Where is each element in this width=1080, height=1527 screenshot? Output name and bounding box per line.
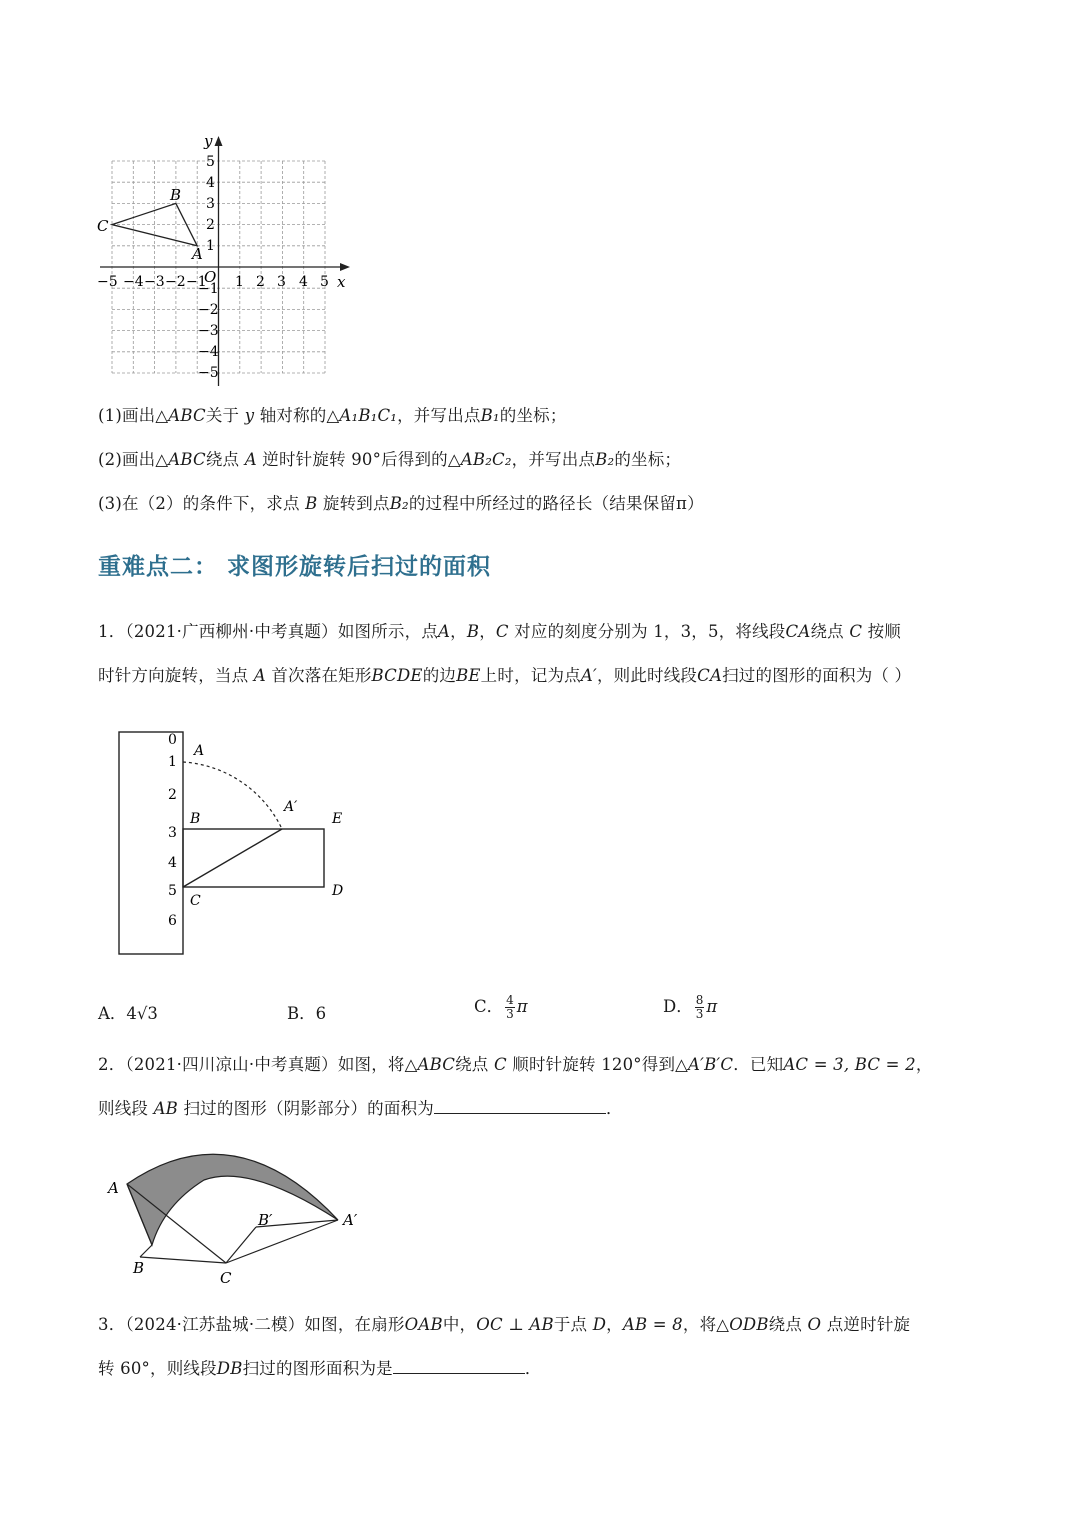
text: 首次落在矩形 [271, 666, 372, 685]
text: ， [450, 622, 467, 641]
text: 绕点 [810, 622, 844, 641]
text: 关于 [205, 406, 240, 425]
x-tick: −1 [186, 274, 207, 290]
math: BE [456, 666, 481, 685]
segment-ca-prime [183, 829, 282, 887]
ruler-mark: 6 [168, 913, 177, 929]
y-tick: 1 [206, 238, 215, 254]
y-tick: −4 [198, 344, 219, 360]
label-c: C [190, 893, 201, 909]
text: 按顺 [867, 622, 902, 641]
text: 转 60°，则线段 [98, 1359, 217, 1378]
option-label: C． [474, 997, 504, 1016]
text: 点逆时针旋 [826, 1315, 911, 1334]
ruler-mark: 5 [168, 883, 177, 899]
text: 则线段 [98, 1099, 149, 1118]
math: OAB [404, 1315, 443, 1334]
ruler-mark: 2 [168, 787, 177, 803]
ruler-marks [168, 732, 177, 929]
swept-area-figure [100, 1135, 370, 1290]
x-axis-arrow [340, 263, 350, 271]
math: OC ⊥ AB [476, 1315, 554, 1334]
shaded-region [127, 1154, 338, 1245]
math: DB [216, 1359, 243, 1378]
text: (1)画出△ [98, 406, 169, 425]
text: 扫过的图形面积为是 [242, 1359, 393, 1378]
text: (2)画出△ [98, 450, 169, 469]
math: A₁B₁C₁ [339, 406, 398, 425]
label-d: D [332, 883, 344, 899]
math: A [253, 666, 266, 685]
label-origin: O [204, 268, 217, 286]
math: AB₂C₂ [460, 450, 512, 469]
math: A′B′C [688, 1055, 734, 1074]
text: ， [479, 622, 496, 641]
option-a[interactable] [98, 1000, 158, 1024]
x-tick: −5 [97, 274, 118, 290]
numerator: 4 [506, 993, 514, 1007]
label-c: C [220, 1269, 232, 1287]
fraction [695, 994, 705, 1021]
label-b: B [170, 186, 182, 204]
text: ，则此时线段 [596, 666, 698, 685]
rectangle-bcde [183, 829, 324, 887]
coordinate-figure [92, 128, 362, 393]
label-b-prime: B′ [258, 1211, 273, 1229]
x-tick: −2 [165, 274, 186, 290]
math: CA [785, 622, 811, 641]
math: CA [697, 666, 723, 685]
option-value: 4√3 [126, 1004, 158, 1023]
y-tick: −3 [198, 323, 219, 339]
ruler-mark: 4 [168, 855, 177, 871]
question-part-3 [98, 490, 704, 514]
text: ．已知 [733, 1055, 784, 1074]
math: O [807, 1315, 822, 1334]
problem-2-line-1 [98, 1051, 933, 1075]
y-tick: 4 [206, 175, 215, 191]
text: 扫过的图形（阴影部分）的面积为 [183, 1099, 434, 1118]
ruler-mark: 0 [168, 732, 177, 748]
segment-b-lower [140, 1245, 152, 1257]
ruler-rectangle-figure [112, 725, 362, 960]
math: C [849, 622, 863, 641]
text: 上时，记为点 [480, 666, 581, 685]
problem-3-line-1 [98, 1311, 910, 1335]
text: ，并写出点 [511, 450, 596, 469]
option-c[interactable] [474, 993, 528, 1021]
y-tick: 3 [206, 196, 215, 212]
problem-2-line-2 [98, 1095, 623, 1119]
text: 的坐标； [614, 450, 682, 469]
math: B₂ [595, 450, 615, 469]
math: C [495, 622, 509, 641]
y-tick: 5 [206, 154, 215, 170]
pi-symbol: π [706, 997, 718, 1016]
label-a: A [194, 743, 205, 759]
segment-ca-prime [226, 1220, 338, 1263]
text: 对应的刻度分别为 1，3，5，将线段 [514, 622, 786, 641]
math: ABC [168, 450, 206, 469]
section-heading: 重难点二： 求图形旋转后扫过的面积 [98, 554, 492, 580]
y-tick: 2 [206, 217, 215, 233]
label-x: x [337, 273, 346, 291]
question-part-2 [98, 446, 681, 470]
label-b: B [190, 811, 201, 827]
text: 的过程中所经过的路径长（结果保留π） [408, 494, 704, 513]
math: A′ [580, 666, 597, 685]
denominator: 3 [695, 1007, 704, 1021]
denominator: 3 [506, 1007, 514, 1021]
label-b: B [133, 1259, 145, 1277]
pi-symbol: π [516, 997, 528, 1016]
text: ， [915, 1055, 933, 1074]
label-a-prime: A′ [343, 1211, 358, 1229]
x-tick: 4 [299, 274, 308, 290]
text: 2．（2021·四川凉山·中考真题）如图，将△ [98, 1055, 418, 1074]
text: ，将△ [682, 1315, 730, 1334]
y-tick: −5 [198, 365, 219, 381]
text: 绕点 [768, 1315, 803, 1334]
math: C [493, 1055, 507, 1074]
text: 的边 [422, 666, 457, 685]
math: D [592, 1315, 607, 1334]
text: (3)在（2）的条件下，求点 [98, 494, 300, 513]
problem-1-line-2 [98, 662, 911, 686]
math: AB [153, 1099, 179, 1118]
x-tick: 1 [235, 274, 244, 290]
label-e: E [332, 811, 343, 827]
math: BCDE [371, 666, 423, 685]
label-y: y [204, 132, 213, 150]
y-tick: −2 [198, 302, 219, 318]
math: A [244, 450, 257, 469]
option-label: B． [287, 1004, 316, 1023]
numerator: 8 [695, 993, 704, 1007]
math: AB = 8 [622, 1315, 683, 1334]
text: 绕点 [205, 450, 240, 469]
text: 的坐标； [499, 406, 567, 425]
x-tick: 5 [320, 274, 329, 290]
option-label: D． [663, 997, 693, 1016]
fraction [505, 994, 515, 1021]
text: ． [524, 1359, 542, 1378]
math: B [305, 494, 318, 513]
math: y [244, 406, 255, 425]
option-d[interactable] [663, 993, 717, 1021]
option-value: 6 [315, 1004, 327, 1023]
text: 3．（2024·江苏盐城·二模）如图，在扇形 [98, 1315, 405, 1334]
answer-blank[interactable] [393, 1359, 525, 1374]
label-a-prime: A′ [284, 799, 298, 815]
answer-blank[interactable] [434, 1099, 606, 1114]
text: 逆时针旋转 90°后得到的△ [262, 450, 461, 469]
option-b[interactable] [287, 1000, 326, 1024]
x-tick: −4 [123, 274, 144, 290]
x-tick: 2 [256, 274, 265, 290]
text: ． [605, 1099, 623, 1118]
math: B [466, 622, 480, 641]
label-a: A [192, 245, 203, 263]
text: 绕点 [455, 1055, 489, 1074]
math: B₁ [480, 406, 500, 425]
math: B₂ [389, 494, 409, 513]
problem-1-line-1 [98, 618, 901, 642]
math: ODB [729, 1315, 769, 1334]
y-tick: −1 [198, 281, 219, 297]
text: 扫过的图形的面积为（ ） [722, 666, 912, 685]
text: ，并写出点 [397, 406, 481, 425]
text: 顺时针旋转 120°得到△ [512, 1055, 689, 1074]
text: ， [606, 1315, 623, 1334]
math: AC = 3, BC = 2 [783, 1055, 916, 1074]
label-c: C [97, 217, 109, 235]
segment-bc [140, 1257, 226, 1263]
text: 中， [442, 1315, 477, 1334]
math: ABC [168, 406, 206, 425]
x-tick: 3 [277, 274, 286, 290]
text: 于点 [553, 1315, 588, 1334]
math: A [438, 622, 451, 641]
text: 时针方向旋转，当点 [98, 666, 249, 685]
text: 旋转到点 [322, 494, 390, 513]
x-tick: −3 [144, 274, 165, 290]
ruler-mark: 3 [168, 825, 177, 841]
text: 轴对称的△ [259, 406, 340, 425]
ruler-mark: 1 [168, 754, 177, 770]
label-a: A [108, 1179, 119, 1197]
text: 1．（2021·广西柳州·中考真题）如图所示，点 [98, 622, 439, 641]
question-part-1 [98, 402, 567, 426]
option-label: A． [98, 1004, 127, 1023]
problem-3-line-2 [98, 1355, 542, 1379]
y-axis-arrow [215, 136, 223, 146]
math: ABC [417, 1055, 456, 1074]
